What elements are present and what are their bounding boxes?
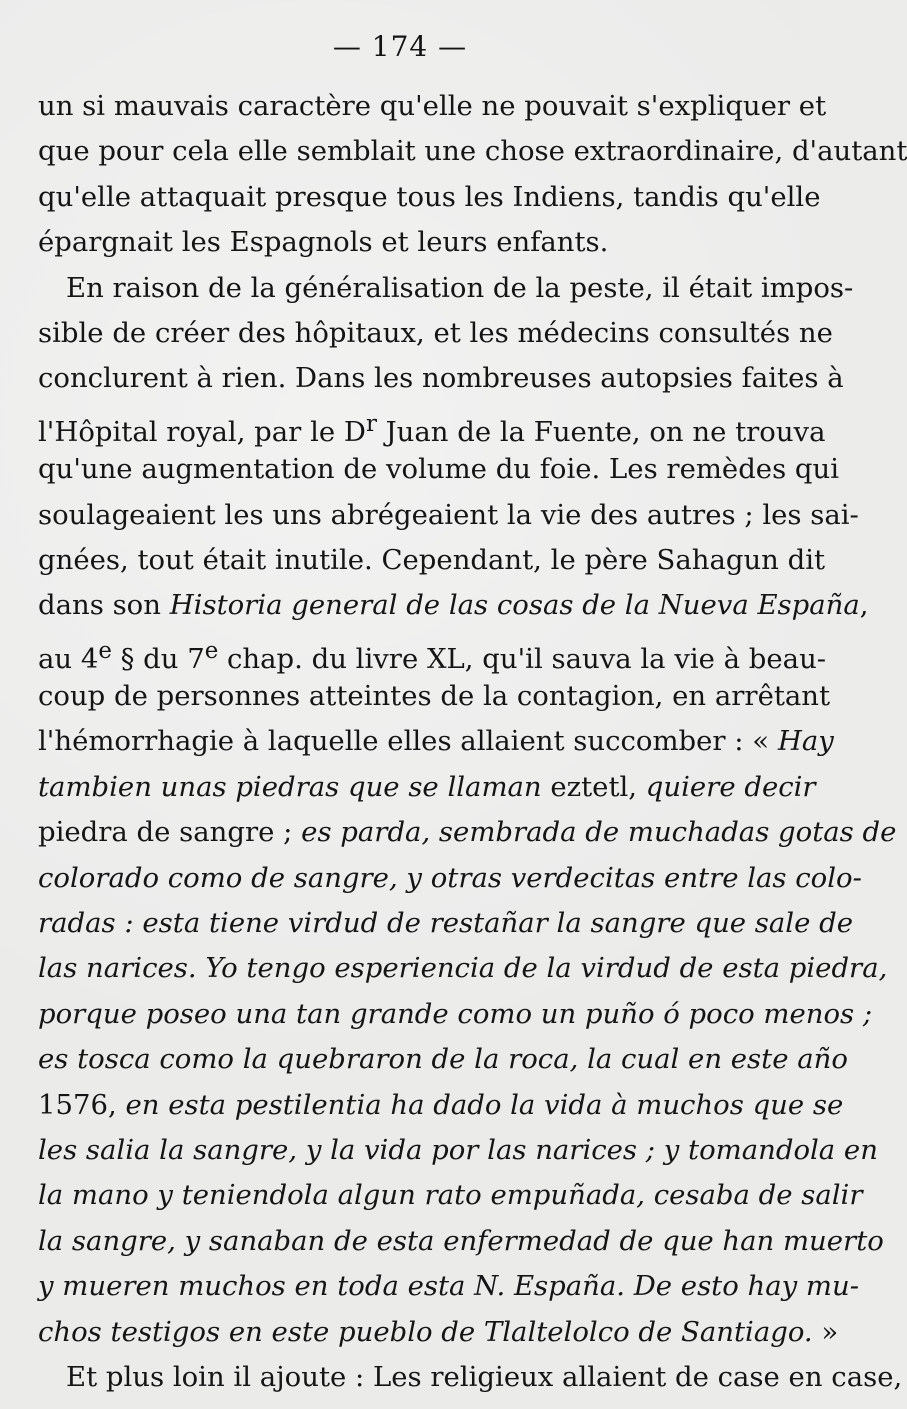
quote-line: es tosca como la quebraron de la roca, la cual en este año bbox=[38, 1043, 848, 1076]
paragraph-start-line: En raison de la généralisation de la peste, il était impos- bbox=[66, 271, 854, 304]
page-number: — 174 — bbox=[332, 30, 468, 63]
quote-line: 1576, en esta pestilentia ha dado la vida à muchos que se bbox=[38, 1088, 844, 1121]
text-line: l'hémorrhagie à laquelle elles allaient succomber : « Hay bbox=[38, 725, 834, 758]
text-line: gnées, tout était inutile. Cependant, le père Sahagun dit bbox=[38, 543, 826, 576]
text-line: qu'une augmentation de volume du foie. Les remèdes qui bbox=[38, 453, 840, 486]
text-line: sible de créer des hôpitaux, et les médecins consultés ne bbox=[38, 316, 833, 349]
text-line: piedra de sangre ; es parda, sembrada de muchadas gotas de bbox=[38, 816, 897, 849]
text-line: que pour cela elle semblait une chose extraordinaire, d'autant bbox=[38, 135, 907, 168]
text-line: un si mauvais caractère qu'elle ne pouvait s'expliquer et bbox=[38, 90, 827, 122]
quote-line: porque poseo una tan grande como un puño ó poco menos ; bbox=[38, 997, 873, 1030]
text-line: dans son Historia general de las cosas de la Nueva España, bbox=[38, 589, 869, 622]
book-title: Historia general de las cosas de la Nueva España bbox=[169, 589, 860, 622]
text-line: coup de personnes atteintes de la contagion, en arrêtant bbox=[38, 680, 831, 713]
text-line: épargnait les Espagnols et leurs enfants. bbox=[38, 226, 609, 259]
body-text bbox=[38, 84, 907, 1400]
quote-line: la mano y teniendola algun rato empuñada, cesaba de salir bbox=[38, 1179, 863, 1212]
text-line: conclurent à rien. Dans les nombreuses autopsies faites à bbox=[38, 362, 844, 395]
text-line: soulageaient les uns abrégeaient la vie des autres ; les sai- bbox=[38, 498, 859, 531]
text-line: au 4e § du 7e chap. du livre XL, qu'il sauva la vie à beau- bbox=[38, 637, 827, 675]
quote-line: la sangre, y sanaban de esta enfermedad de que han muerto bbox=[38, 1224, 884, 1257]
quote-line: radas : esta tiene virdud de restañar la sangre que sale de bbox=[38, 907, 853, 940]
quote-line: les salia la sangre, y la vida por las narices ; y tomandola en bbox=[38, 1133, 878, 1166]
text-line: tambien unas piedras que se llaman eztetl, quiere decir bbox=[38, 770, 816, 803]
quote-line: chos testigos en este pueblo de Tlaltelolco de Santiago. » bbox=[38, 1315, 839, 1348]
quote-line: las narices. Yo tengo esperiencia de la virdud de esta piedra, bbox=[38, 952, 888, 985]
text-line: qu'elle attaquait presque tous les Indiens, tandis qu'elle bbox=[38, 180, 821, 213]
text-line: l'Hôpital royal, par le $D^r$ Juan de la Fuente, on ne trouva bbox=[38, 410, 826, 448]
quote-line: y mueren muchos en toda esta N. España. De esto hay mu- bbox=[38, 1270, 859, 1303]
paragraph-start-line: Et plus loin il ajoute : Les religieux allaient de case en case, bbox=[66, 1360, 903, 1393]
quote-line: colorado como de sangre, y otras verdecitas entre las colo- bbox=[38, 861, 862, 894]
